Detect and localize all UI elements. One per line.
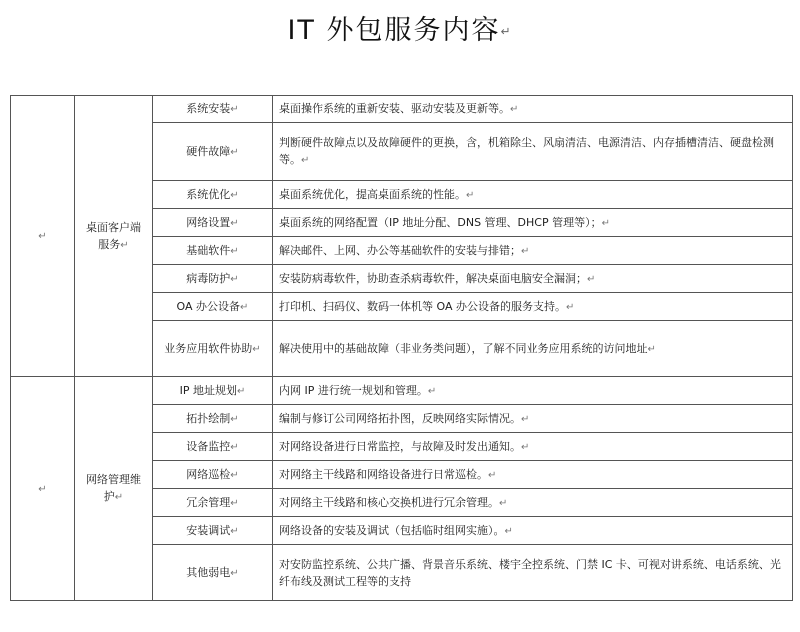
paragraph-mark-icon: ↵ xyxy=(38,483,47,495)
desc-cell xyxy=(273,96,793,123)
item-cell xyxy=(153,293,273,321)
item-label: 系统安装 xyxy=(186,102,231,115)
desc-text: 解决邮件、上网、办公等基础软件的安装与排错； xyxy=(279,243,521,257)
paragraph-mark-icon: ↵ xyxy=(601,217,610,229)
paragraph-mark-icon: ↵ xyxy=(230,413,239,425)
desc-text: 桌面系统的网络配置（IP 地址分配、DNS 管理、DHCP 管理等）； xyxy=(279,215,602,229)
desc-text: 安装防病毒软件，协助查杀病毒软件，解决桌面电脑安全漏洞； xyxy=(279,271,587,285)
page-title-text: IT 外包服务内容 xyxy=(287,15,501,46)
item-label: 设备监控 xyxy=(186,439,231,453)
page-title xyxy=(0,8,800,47)
item-cell xyxy=(153,237,273,265)
desc-text: 内网 IP 进行统一规划和管理。 xyxy=(279,383,428,397)
paragraph-mark-icon: ↵ xyxy=(120,239,129,251)
category-label: 桌面客户端服务 xyxy=(86,220,141,251)
desc-text: 对安防监控系统、公共广播、背景音乐系统、楼宇全控系统、门禁 IC 卡、可视对讲系统、电话系统、光纤布线及测试工程等的支持 xyxy=(279,557,781,588)
paragraph-mark-icon: ↵ xyxy=(647,343,656,355)
item-cell xyxy=(153,377,273,405)
paragraph-mark-icon: ↵ xyxy=(230,245,239,257)
paragraph-mark-icon: ↵ xyxy=(114,492,124,503)
item-cell xyxy=(153,181,273,209)
item-label: 系统优化 xyxy=(186,187,231,201)
item-label: 病毒防护 xyxy=(186,271,231,285)
paragraph-mark-icon: ↵ xyxy=(521,245,530,257)
desc-cell xyxy=(273,265,793,293)
item-label: 网络巡检 xyxy=(186,467,231,481)
desc-cell xyxy=(273,517,793,545)
item-cell xyxy=(153,405,273,433)
paragraph-mark-icon: ↵ xyxy=(587,273,596,285)
item-label: 网络设置 xyxy=(186,215,231,229)
paragraph-mark-icon: ↵ xyxy=(230,525,239,537)
desc-text: 网络设备的安装及调试（包括临时组网实施）。 xyxy=(279,523,505,537)
desc-cell xyxy=(273,461,793,489)
desc-cell xyxy=(273,123,793,181)
paragraph-mark-icon: ↵ xyxy=(252,343,261,355)
paragraph-mark-icon: ↵ xyxy=(488,469,497,481)
item-label: 其他弱电 xyxy=(186,565,231,579)
desc-cell xyxy=(273,181,793,209)
item-cell xyxy=(153,321,273,377)
item-cell xyxy=(153,517,273,545)
paragraph-mark-icon: ↵ xyxy=(301,155,310,166)
item-label: 冗余管理 xyxy=(186,495,231,509)
paragraph-mark-icon: ↵ xyxy=(230,469,239,481)
paragraph-mark-icon: ↵ xyxy=(230,441,239,453)
paragraph-mark-icon: ↵ xyxy=(466,189,475,201)
item-cell xyxy=(153,489,273,517)
desc-text: 对网络主干线路和网络设备进行日常巡检。 xyxy=(279,467,488,481)
paragraph-mark-icon: ↵ xyxy=(230,104,239,115)
desc-cell xyxy=(273,321,793,377)
desc-cell xyxy=(273,377,793,405)
desc-text: 编制与修订公司网络拓扑图，反映网络实际情况。 xyxy=(279,411,521,425)
item-label: IP 地址规划 xyxy=(179,383,237,397)
paragraph-mark-icon: ↵ xyxy=(499,497,508,509)
paragraph-mark-icon: ↵ xyxy=(230,497,239,509)
desc-cell xyxy=(273,545,793,601)
item-label: OA 办公设备 xyxy=(176,299,241,313)
paragraph-mark-icon: ↵ xyxy=(230,146,239,158)
desc-cell xyxy=(273,237,793,265)
desc-cell xyxy=(273,405,793,433)
paragraph-mark-icon: ↵ xyxy=(230,567,239,579)
paragraph-mark-icon: ↵ xyxy=(500,24,513,39)
item-cell xyxy=(153,265,273,293)
item-cell xyxy=(153,433,273,461)
paragraph-mark-icon: ↵ xyxy=(510,104,519,115)
paragraph-mark-icon: ↵ xyxy=(504,525,513,537)
table-row xyxy=(11,96,793,123)
desc-text: 桌面系统优化，提高桌面系统的性能。 xyxy=(279,187,466,201)
item-label: 基础软件 xyxy=(186,243,231,257)
category-cell xyxy=(75,377,153,601)
desc-text: 对网络设备进行日常监控，与故障及时发出通知。 xyxy=(279,439,521,453)
desc-text: 打印机、扫码仪、数码一体机等 OA 办公设备的服务支持。 xyxy=(279,299,566,313)
paragraph-mark-icon: ↵ xyxy=(230,189,239,201)
paragraph-mark-icon: ↵ xyxy=(38,231,47,242)
paragraph-mark-icon: ↵ xyxy=(236,385,246,397)
paragraph-mark-icon: ↵ xyxy=(240,301,249,313)
item-cell xyxy=(153,96,273,123)
table-row xyxy=(11,377,793,405)
item-label: 业务应用软件协助 xyxy=(164,341,253,355)
desc-text: 对网络主干线路和核心交换机进行冗余管理。 xyxy=(279,495,499,509)
desc-cell xyxy=(273,209,793,237)
item-label: 安装调试 xyxy=(186,523,231,537)
desc-cell xyxy=(273,433,793,461)
empty-cell xyxy=(11,377,75,601)
item-label: 拓扑绘制 xyxy=(186,411,231,425)
paragraph-mark-icon: ↵ xyxy=(565,301,575,313)
item-cell xyxy=(153,123,273,181)
category-label: 网络管理维护 xyxy=(86,473,141,503)
item-cell xyxy=(153,461,273,489)
service-table xyxy=(10,95,793,601)
item-label: 硬件故障 xyxy=(186,144,231,158)
desc-text: 判断硬件故障点以及故障硬件的更换，含，机箱除尘、风扇清洁、电源清洁、内存插槽清洁、硬盘检测等。 xyxy=(279,136,774,166)
category-cell xyxy=(75,96,153,377)
paragraph-mark-icon: ↵ xyxy=(427,385,437,397)
desc-cell xyxy=(273,489,793,517)
paragraph-mark-icon: ↵ xyxy=(230,217,239,229)
desc-cell xyxy=(273,293,793,321)
paragraph-mark-icon: ↵ xyxy=(521,413,530,425)
desc-text: 解决使用中的基础故障（非业务类问题），了解不同业务应用系统的访问地址 xyxy=(279,341,648,355)
empty-cell xyxy=(11,96,75,377)
item-cell xyxy=(153,545,273,601)
paragraph-mark-icon: ↵ xyxy=(521,441,530,453)
desc-text: 桌面操作系统的重新安装、驱动安装及更新等。 xyxy=(279,102,510,115)
item-cell xyxy=(153,209,273,237)
paragraph-mark-icon: ↵ xyxy=(230,273,239,285)
